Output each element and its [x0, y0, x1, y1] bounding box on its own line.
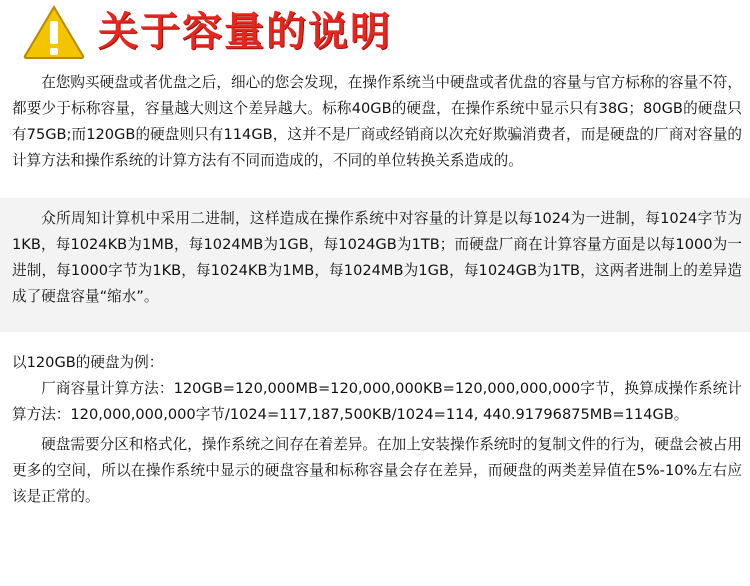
page-title: 关于容量的说明: [98, 9, 392, 55]
header: [0, 0, 750, 64]
paragraph-discrepancy: 在您购买硬盘或者优盘之后，细心的您会发现，在操作系统当中硬盘或者优盘的容量与官方标称的容量不符，都要少于标称容量，容量越大则这个差异越大。标称40GB的硬盘，在操作系统中显示只有38G；80GB的硬盘只有75GB;而120GB的硬盘则只有114GB，这并不是厂商或经销商以次充好欺骗消费者，而是硬盘的厂商对容量的计算方法和操作系统的计算方法有不同而造成的，不同的单位转换关系造成的。: [12, 74, 742, 169]
paragraph-calculation: 厂商容量计算方法：120GB=120,000MB=120,000,000KB=120,000,000,000字节，换算成操作系统计算方法：120,000,000,000字节/1024=117,187,500KB/1024=114, 440.91796875MB=114GB。: [12, 380, 742, 423]
section-binary: [0, 198, 750, 332]
section-example: [0, 340, 750, 586]
example-heading: 以120GB的硬盘为例：: [12, 354, 164, 371]
paragraph-partition: 硬盘需要分区和格式化，操作系统之间存在着差异。在加上安装操作系统时的复制文件的行为，硬盘会被占用更多的空间，所以在操作系统中显示的硬盘容量和标称容量会存在差异，而硬盘的两类差异值在5%-10%左右应该是正常的。: [12, 436, 742, 505]
paragraph-binary-vs-decimal: 众所周知计算机中采用二进制，这样造成在操作系统中对容量的计算是以每1024为一进制，每1024字节为1KB，每1024KB为1MB，每1024MB为1GB，每1024GB为1TB；而硬盘厂商在计算容量方面是以每1000为一进制，每1000字节为1KB，每1024KB为1MB，每1024MB为1GB，每1024GB为1TB，这两者进制上的差异造成了硬盘容量“缩水”。: [12, 210, 742, 305]
section-explanation: [0, 64, 750, 192]
warning-triangle-icon: [22, 4, 86, 60]
